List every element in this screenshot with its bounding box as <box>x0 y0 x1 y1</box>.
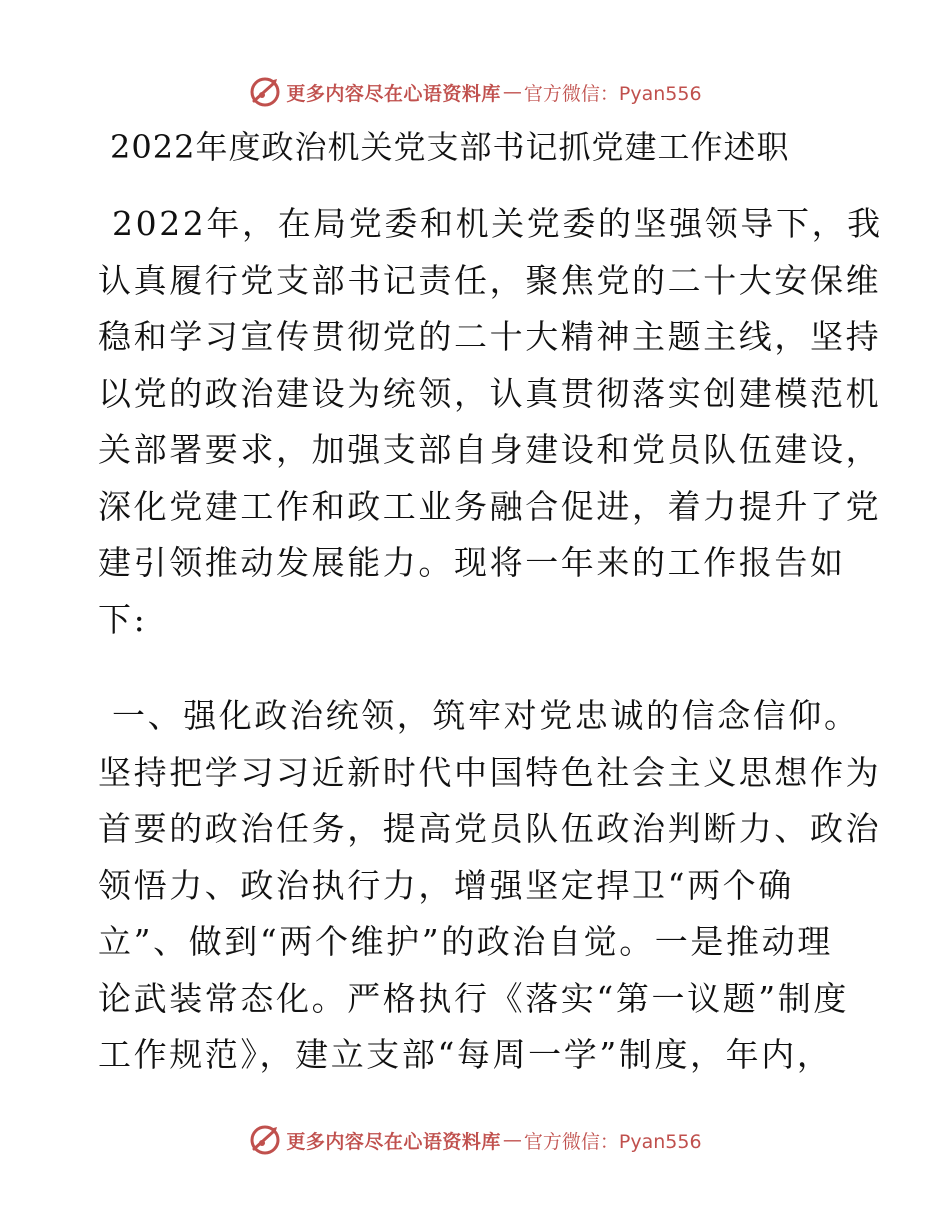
paragraph-line: 2022年，在局党委和机关党委的坚强领导下，我 <box>112 204 883 243</box>
paragraph-line: 领悟力、政治执行力，增强坚定捍卫“两个确 <box>98 865 794 905</box>
paragraph-line: 立”、做到“两个维护”的政治自觉。一是推动理 <box>98 922 833 961</box>
paragraph-line: 下: <box>98 599 148 639</box>
paragraph-line: 关部署要求，加强支部自身建设和党员队伍建设， <box>98 430 882 469</box>
document-body <box>98 196 883 1084</box>
banner-separator: — <box>502 81 522 103</box>
banner-wechat-id: 官方微信：Pyan556 <box>523 82 702 105</box>
paragraph-gap <box>98 648 858 688</box>
document-title: 2022年度政治机关党支部书记抓党建工作述职 <box>110 128 790 166</box>
section-heading-line: 一、强化政治统领，筑牢对党忠诚的信念信仰。 <box>112 696 860 735</box>
paragraph-line: 建引领推动发展能力。现将一年来的工作报告如 <box>98 543 846 582</box>
paragraph-line: 稳和学习宣传贯彻党的二十大精神主题主线，坚持 <box>98 317 882 356</box>
banner-site-name: 更多内容尽在心语资料库 <box>286 82 501 105</box>
banner-site-name: 更多内容尽在心语资料库 <box>286 1130 501 1153</box>
paragraph-line: 坚持把学习习近新时代中国特色社会主义思想作为 <box>98 752 882 792</box>
banner-wechat-id: 官方微信：Pyan556 <box>523 1130 702 1153</box>
paragraph-line: 认真履行党支部书记责任，聚焦党的二十大安保维 <box>98 260 882 300</box>
paragraph-line: 深化党建工作和政工业务融合促进，着力提升了党 <box>98 486 882 526</box>
brand-logo-icon <box>248 75 282 109</box>
paragraph-line: 工作规范》，建立支部“每周一学”制度，年内， <box>98 1035 833 1074</box>
paragraph-line: 首要的政治任务，提高党员队伍政治判断力、政治 <box>98 809 882 848</box>
header-watermark-banner <box>0 72 950 112</box>
paragraph-line: 论武装常态化。严格执行《落实“第一议题”制度 <box>98 978 849 1018</box>
paragraph-line: 以党的政治建设为统领，认真贯彻落实创建模范机 <box>98 373 882 413</box>
footer-watermark-banner <box>0 1120 950 1160</box>
banner-separator: — <box>502 1129 522 1151</box>
brand-logo-icon <box>248 1123 282 1157</box>
